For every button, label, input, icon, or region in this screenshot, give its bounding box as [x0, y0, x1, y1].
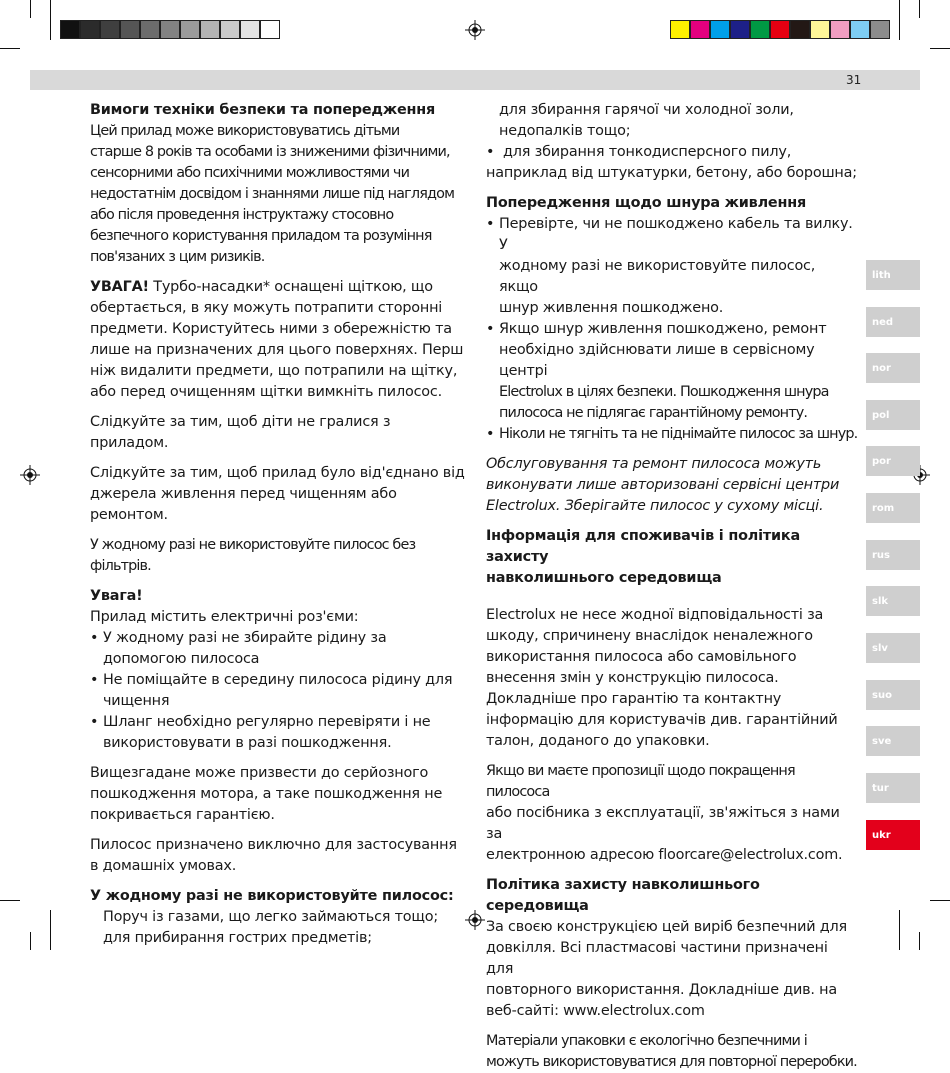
text-line: пошкодження мотора, а таке пошкодження не — [90, 786, 443, 802]
environment-heading: Політика захисту навколишнього середовища — [486, 877, 760, 914]
color-swatch — [710, 20, 730, 39]
text-line: талон, доданого до упаковки. — [486, 733, 710, 749]
caution-section — [90, 586, 465, 754]
text-line: Якщо шнур живлення пошкоджено, ремонт — [499, 321, 827, 337]
text-line: можуть використовуватися для повторної переробки. — [486, 1054, 857, 1070]
color-swatch — [690, 20, 710, 39]
text-line: допомогою пилососа — [103, 651, 260, 667]
text-line: сенсорними або психічними можливостями чи — [90, 165, 410, 181]
language-tab-ukr[interactable]: ukr — [866, 820, 920, 850]
bullet-item: • Якщо шнур живлення пошкоджено, ремонт необхідно здійснювати лише в сервісному центрі Electrolux в цілях безпеки. Пошкодження шнура пилососа не підлягає гарантійному ремонту. — [486, 319, 858, 424]
text-line: Інформація для споживачів і політика захисту — [486, 528, 800, 565]
right-column — [486, 100, 858, 1073]
language-tab-slk[interactable]: slk — [866, 586, 920, 616]
gray-swatch — [260, 20, 280, 39]
children-paragraph: Слідкуйте за тим, щоб діти не гралися з приладом. — [90, 414, 391, 451]
text-line: електронною адресою floorcare@electrolux.com. — [486, 847, 843, 863]
service-note — [486, 454, 858, 517]
unplug-paragraph — [90, 463, 465, 526]
language-tab-nor[interactable]: nor — [866, 353, 920, 383]
power-cord-section — [486, 193, 858, 445]
color-swatch — [670, 20, 690, 39]
text-line: ніж видалити предмети, що потрапили на щітку, — [90, 363, 458, 379]
language-tab-ned[interactable]: ned — [866, 307, 920, 337]
color-swatch — [870, 20, 890, 39]
registration-mark-icon — [465, 910, 485, 930]
text-line: необхідно здійснювати лише в сервісному центрі — [499, 342, 815, 379]
crop-mark — [30, 0, 31, 18]
page-number: 31 — [846, 73, 862, 87]
crop-mark — [50, 910, 51, 950]
crop-mark — [0, 900, 20, 901]
language-tab-sve[interactable]: sve — [866, 726, 920, 756]
text-line: Electrolux не несе жодної відповідальності за — [486, 607, 824, 623]
text-line: для збирання тонкодисперсного пилу, — [503, 144, 792, 160]
text-line: пов'язаних з цим ризиків. — [90, 249, 265, 265]
gray-swatch — [220, 20, 240, 39]
gray-swatch — [180, 20, 200, 39]
language-tab-pol[interactable]: pol — [866, 400, 920, 430]
text-line: або посібника з експлуатації, зв'яжіться з нами за — [486, 805, 840, 842]
color-swatch — [770, 20, 790, 39]
registration-mark-icon — [20, 465, 40, 485]
bullet-item: • У жодному разі не збирайте рідину за допомогою пилососа — [90, 628, 465, 670]
crop-mark — [930, 48, 950, 49]
text-line: використання пилососа або самовільного — [486, 649, 797, 665]
text-line: жодному разі не використовуйте пилосос, якщо — [499, 258, 816, 295]
text-line: Цей прилад може використовуватись дітьми — [90, 123, 400, 139]
bullet-item: • Не поміщайте в середину пилососа рідину для чищення — [90, 670, 465, 712]
crop-mark — [0, 48, 20, 49]
text-line: пилососа не підлягає гарантійному ремонту. — [499, 405, 808, 421]
text-line: Не поміщайте в середину пилососа рідину для — [103, 672, 453, 688]
text-line: шнур живлення пошкоджено. — [499, 300, 724, 316]
language-tab-suo[interactable]: suo — [866, 680, 920, 710]
left-column — [90, 100, 465, 949]
crop-mark — [899, 910, 900, 950]
language-tab-rom[interactable]: rom — [866, 493, 920, 523]
text-line: або після проведення інструктажу стосовно — [90, 207, 394, 223]
text-line: чищення — [103, 693, 170, 709]
warning-label: УВАГА! — [90, 279, 149, 295]
text-line: навколишнього середовища — [486, 570, 722, 586]
crop-mark — [899, 0, 900, 40]
safety-heading: Вимоги техніки безпеки та попередження — [90, 102, 436, 118]
text-line: безпечного користування приладом та розуміння — [90, 228, 432, 244]
crop-mark — [919, 0, 920, 18]
never-use-heading: У жодному разі не використовуйте пилосос: — [90, 888, 454, 904]
text-line: За своєю конструкцією цей виріб безпечний для — [486, 919, 847, 935]
color-swatch — [810, 20, 830, 39]
text-line: довкілля. Всі пластмасові частини призначені для — [486, 940, 828, 977]
gray-swatch — [240, 20, 260, 39]
language-tab-lith[interactable]: lith — [866, 260, 920, 290]
gray-swatch — [160, 20, 180, 39]
text-line: старше 8 років та особами із зниженими фізичними, — [90, 144, 450, 160]
text-line: У жодному разі не збирайте рідину за — [103, 630, 387, 646]
color-swatch — [850, 20, 870, 39]
suggestions-paragraph — [486, 761, 858, 866]
crop-mark — [50, 0, 51, 40]
text-line: Вищезгадане може призвести до серйозного — [90, 765, 429, 781]
gray-swatch — [200, 20, 220, 39]
text-line: недостатнім досвідом і знаннями лише під наглядом — [90, 186, 455, 202]
text-line: Турбо-насадки* оснащені щіткою, що — [148, 279, 433, 295]
text-line: Обслуговування та ремонт пилососа можуть — [486, 456, 822, 472]
language-tab-tur[interactable]: tur — [866, 773, 920, 803]
consumer-info-heading — [486, 526, 858, 589]
text-line: або перед очищенням щітки вимкніть пилосос. — [90, 384, 442, 400]
power-cord-heading: Попередження щодо шнура живлення — [486, 195, 807, 211]
crop-mark — [930, 900, 950, 901]
text-line: повторного використання. Докладніше див. на — [486, 982, 837, 998]
safety-paragraph — [90, 121, 465, 268]
domestic-use-paragraph — [90, 835, 465, 877]
text-line: Ніколи не тягніть та не піднімайте пилосос за шнур. — [499, 426, 858, 442]
color-swatch — [830, 20, 850, 39]
caution-heading: Увага! — [90, 588, 143, 604]
text-line: покривається гарантією. — [90, 807, 275, 823]
text-line: інформацію для користувачів див. гарантійний — [486, 712, 838, 728]
text-line: Докладніше про гарантію та контактну — [486, 691, 782, 707]
text-line: використовувати в разі пошкодження. — [103, 735, 392, 751]
bullet-item: • Перевірте, чи не пошкоджено кабель та вилку. У жодному разі не використовуйте пилосос, якщо шнур живлення пошкоджено. — [486, 214, 858, 319]
crop-mark — [919, 932, 920, 950]
color-swatch — [790, 20, 810, 39]
color-swatch — [750, 20, 770, 39]
language-tab-por[interactable]: por — [866, 446, 920, 476]
language-tab-rus[interactable]: rus — [866, 540, 920, 570]
crop-mark — [30, 932, 31, 950]
turbo-warning-paragraph — [90, 277, 465, 403]
text-line: для збирання гарячої чи холодної золи, — [499, 102, 794, 118]
liability-paragraph — [486, 605, 858, 752]
text-line: виконувати лише авторизовані сервісні центри — [486, 477, 840, 493]
bullet-item: • Шланг необхідно регулярно перевіряти і не використовувати в разі пошкодження. — [90, 712, 465, 754]
bullet-item: • Ніколи не тягніть та не піднімайте пилосос за шнур. — [486, 424, 858, 445]
text-line: Перевірте, чи не пошкоджено кабель та вилку. У — [499, 216, 853, 253]
gray-swatch — [80, 20, 100, 39]
text-line: лише на призначених для цього поверхнях. Перш — [90, 342, 464, 358]
text-line: внесення змін у конструкцію пилососа. — [486, 670, 779, 686]
damage-paragraph — [90, 763, 465, 826]
never-use-continuation: для збирання гарячої чи холодної золи, недопалків тощо; • для збирання тонкодисперсного пилу, наприклад від штукатурки, бетону, або борошна; — [486, 100, 858, 184]
gray-swatch — [60, 20, 80, 39]
text-line: в домашніх умовах. — [90, 858, 237, 874]
text-line: Пилосос призначено виключно для застосування — [90, 837, 457, 853]
text-line: Electrolux в цілях безпеки. Пошкодження шнура — [499, 384, 829, 400]
gray-swatch — [140, 20, 160, 39]
color-swatch — [730, 20, 750, 39]
language-tab-slv[interactable]: slv — [866, 633, 920, 663]
registration-mark-icon — [465, 20, 485, 40]
text-line: Слідкуйте за тим, щоб прилад було від'єднано від — [90, 465, 465, 481]
filters-paragraph: У жодному разі не використовуйте пилосос без фільтрів. — [90, 537, 416, 574]
text-line: Матеріали упаковки є екологічно безпечними і — [486, 1033, 807, 1049]
text-line: джерела живлення перед чищенням або ремонтом. — [90, 486, 397, 523]
text-line: недопалків тощо; — [499, 123, 631, 139]
text-line: для прибирання гострих предметів; — [103, 930, 372, 946]
text-line: обертається, в яку можуть потрапити сторонні — [90, 300, 443, 316]
page-header-bar — [30, 70, 920, 90]
packaging-paragraph — [486, 1031, 858, 1073]
caution-intro: Прилад містить електричні роз'єми: — [90, 609, 359, 625]
text-line: Шланг необхідно регулярно перевіряти і не — [103, 714, 431, 730]
never-use-section — [90, 886, 465, 949]
text-line: веб-сайті: www.electrolux.com — [486, 1003, 705, 1019]
text-line: Якщо ви маєте пропозиції щодо покращення пилососа — [486, 763, 795, 800]
text-line: Поруч із газами, що легко займаються тощо; — [103, 909, 439, 925]
gray-swatch — [120, 20, 140, 39]
text-line: предмети. Користуйтесь ними з обережністю та — [90, 321, 452, 337]
gray-swatch — [100, 20, 120, 39]
text-line: шкоду, спричинену внаслідок неналежного — [486, 628, 813, 644]
text-line: Electrolux. Зберігайте пилосос у сухому місці. — [486, 498, 824, 514]
environment-section — [486, 875, 858, 1022]
text-line: наприклад від штукатурки, бетону, або борошна; — [486, 165, 857, 181]
